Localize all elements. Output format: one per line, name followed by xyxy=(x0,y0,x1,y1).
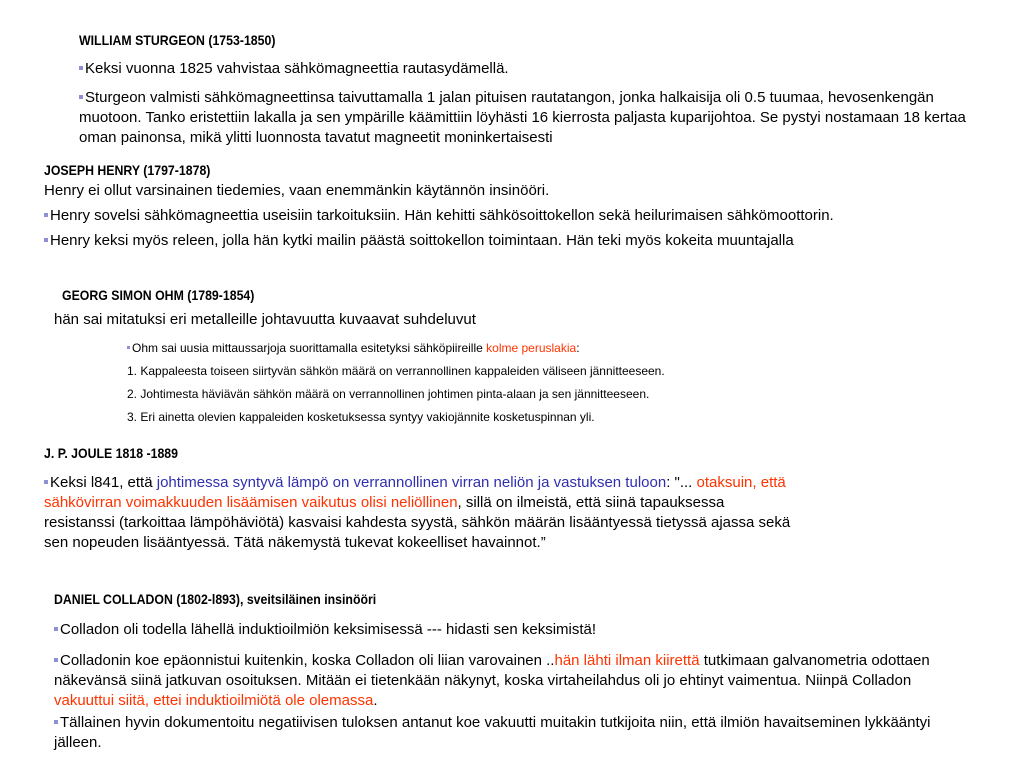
colladon-paragraph-2: Colladonin koe epäonnistui kuitenkin, koska Colladon oli liian varovainen ..hän lähti ilman kiirettä tutkimaan galvanometria odottaen näkevänsä siinä jatkuvan osoituksen. Mitään ei tietenkään näkynyt, koska virtaheilahdus oli jo ehtinyt vaimentua. Niinpä Colladon vakuuttui siitä, ettei induktioilmiötä ole olemassa. xyxy=(54,652,930,709)
colladon-paragraph-3: Tällainen hyvin dokumentoitu negatiivisen tuloksen antanut koe vakuutti muitakin tutkijoita niin, että ilmiön havaitseminen lykkääntyi jälleen. xyxy=(54,714,931,751)
sturgeon-section xyxy=(79,59,989,148)
bullet-icon xyxy=(54,720,58,724)
colladon-paragraph-1: Colladon oli todella lähellä induktioilmiön keksimisessä --- hidasti sen keksimistä! xyxy=(54,620,954,640)
ohm-law-1: 1. Kappaleesta toiseen siirtyvän sähkön määrä on verrannollinen kappaleiden väliseen jännitteeseen. xyxy=(127,364,665,378)
sturgeon-heading: WILLIAM STURGEON (1753-1850) xyxy=(79,32,276,48)
ohm-laws xyxy=(127,339,807,426)
ohm-law-3: 3. Eri ainetta olevien kappaleiden kosketuksessa syntyy vakiojännite kosketuspinnan yli. xyxy=(127,410,595,424)
bullet-icon xyxy=(127,346,130,349)
sturgeon-paragraph-1: Keksi vuonna 1825 vahvistaa sähkömagneettia rautasydämellä. xyxy=(79,59,989,79)
sturgeon-paragraph-2: Sturgeon valmisti sähkömagneettinsa taivuttamalla 1 jalan pituisen rautatangon, jonka halkaisija oli 0.5 tuumaa, hevosenkengän muotoon. Tanko eristettiin lakalla ja sen ympärille käämittiin löyhästi 16 kierrosta paljasta kuparijohtoa. Se pystyi nostamaan 18 kertaa oman painonsa, mikä ylitti luonnosta tavatut magneetit moninkertaisesti xyxy=(79,89,966,146)
henry-paragraph-2: Henry keksi myös releen, jolla hän kytki mailin päästä soittokellon toimintaan. Hän teki myös kokeita muuntajalla xyxy=(44,231,844,251)
bullet-icon xyxy=(79,95,83,99)
joule-paragraph: Keksi l841, että johtimessa syntyvä lämpö on verrannollinen virran neliön ja vastuksen tuloon: "... otaksuin, että sähkövirran voimakkuuden lisäämisen vaikutus olisi neliöllinen, sillä on ilmeistä, että siinä tapauksessa resistanssi (tarkoittaa lämpöhäviötä) kasvaisi kahdesta syystä, sähkön määrän lisääntyessä tietyssä ajassa sekä sen nopeuden lisääntyessä. Tätä näkemystä tukevat kokeelliset havainnot.” xyxy=(44,474,791,551)
henry-paragraph-1: Henry sovelsi sähkömagneettia useisiin tarkoituksiin. Hän kehitti sähkösoittokellon sekä heilurimaisen sähkömoottorin. xyxy=(44,206,844,226)
henry-section xyxy=(44,181,844,251)
bullet-icon xyxy=(79,66,83,70)
bullet-icon xyxy=(44,238,48,242)
bullet-icon xyxy=(44,213,48,217)
bullet-icon xyxy=(54,658,58,662)
henry-heading: JOSEPH HENRY (1797-1878) xyxy=(44,162,211,178)
ohm-heading: GEORG SIMON OHM (1789-1854) xyxy=(62,287,255,303)
ohm-paragraph: Ohm sai uusia mittaussarjoja suorittamalla esitetyksi sähköpiireille kolme peruslakia: xyxy=(127,339,807,357)
colladon-section xyxy=(54,620,954,753)
joule-heading: J. P. JOULE 1818 -1889 xyxy=(44,445,179,461)
henry-intro: Henry ei ollut varsinainen tiedemies, vaan enemmänkin käytännön insinööri. xyxy=(44,182,550,199)
bullet-icon xyxy=(44,480,48,484)
ohm-intro: hän sai mitatuksi eri metalleille johtavuutta kuvaavat suhdeluvut xyxy=(54,311,476,328)
joule-section xyxy=(44,473,794,553)
colladon-heading: DANIEL COLLADON (1802-l893), sveitsiläinen insinööri xyxy=(54,591,377,607)
ohm-law-2: 2. Johtimesta häviävän sähkön määrä on verrannollinen johtimen pinta-alaan ja sen jännitteeseen. xyxy=(127,387,650,401)
bullet-icon xyxy=(54,627,58,631)
